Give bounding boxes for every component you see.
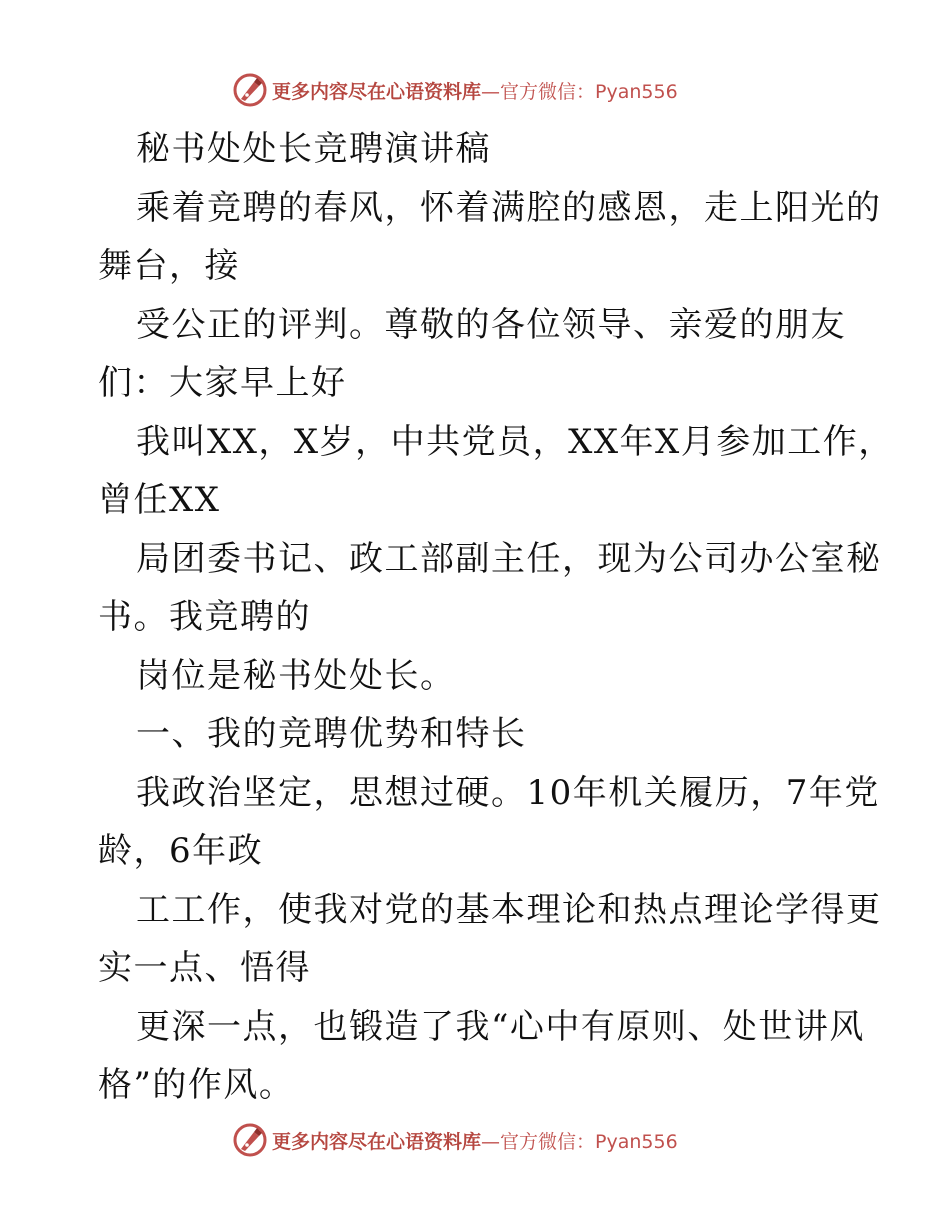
paragraph-line: 更深一点，也锻造了我“心中有原则、处世讲风	[136, 1006, 865, 1047]
paragraph-line: 我叫XX，X岁，中共党员，XX年X月参加工作，	[136, 421, 894, 462]
paragraph-line: 曾任XX	[98, 480, 221, 520]
paragraph-line: 工工作，使我对党的基本理论和热点理论学得更	[136, 889, 882, 930]
paragraph-line: 岗位是秘书处处长。	[136, 655, 456, 696]
banner-site-text: 更多内容尽在心语资料库	[272, 80, 482, 103]
document-body	[98, 120, 894, 1115]
section-heading: 一、我的竞聘优势和特长	[136, 714, 527, 754]
paragraph-line: 格”的作风。	[98, 1065, 295, 1105]
banner-separator: —	[481, 80, 501, 103]
pen-nib-circle-icon	[232, 1122, 268, 1158]
paragraph-line: 局团委书记、政工部副主任，现为公司办公室秘	[136, 538, 882, 579]
paragraph-line: 们：大家早上好	[98, 363, 347, 403]
paragraph-line: 龄，6年政	[98, 831, 264, 871]
paragraph-line: 乘着竞聘的春风，怀着满腔的感恩，走上阳光的	[136, 187, 882, 228]
header-banner	[232, 70, 722, 110]
footer-banner	[232, 1120, 722, 1160]
paragraph-line: 书。我竞聘的	[98, 597, 311, 637]
document-title: 秘书处处长竞聘演讲稿	[136, 129, 491, 169]
paragraph-line: 受公正的评判。尊敬的各位领导、亲爱的朋友	[136, 304, 846, 345]
paragraph-line: 实一点、悟得	[98, 948, 311, 988]
banner-wechat-text: 官方微信：Pyan556	[500, 1130, 678, 1153]
banner-wechat-text: 官方微信：Pyan556	[500, 80, 678, 103]
pen-nib-circle-icon	[232, 72, 268, 108]
banner-site-text: 更多内容尽在心语资料库	[272, 1130, 482, 1153]
paragraph-line: 舞台，接	[98, 246, 240, 286]
banner-separator: —	[481, 1130, 501, 1153]
paragraph-line: 我政治坚定，思想过硬。10年机关履历，7年党	[136, 772, 880, 813]
